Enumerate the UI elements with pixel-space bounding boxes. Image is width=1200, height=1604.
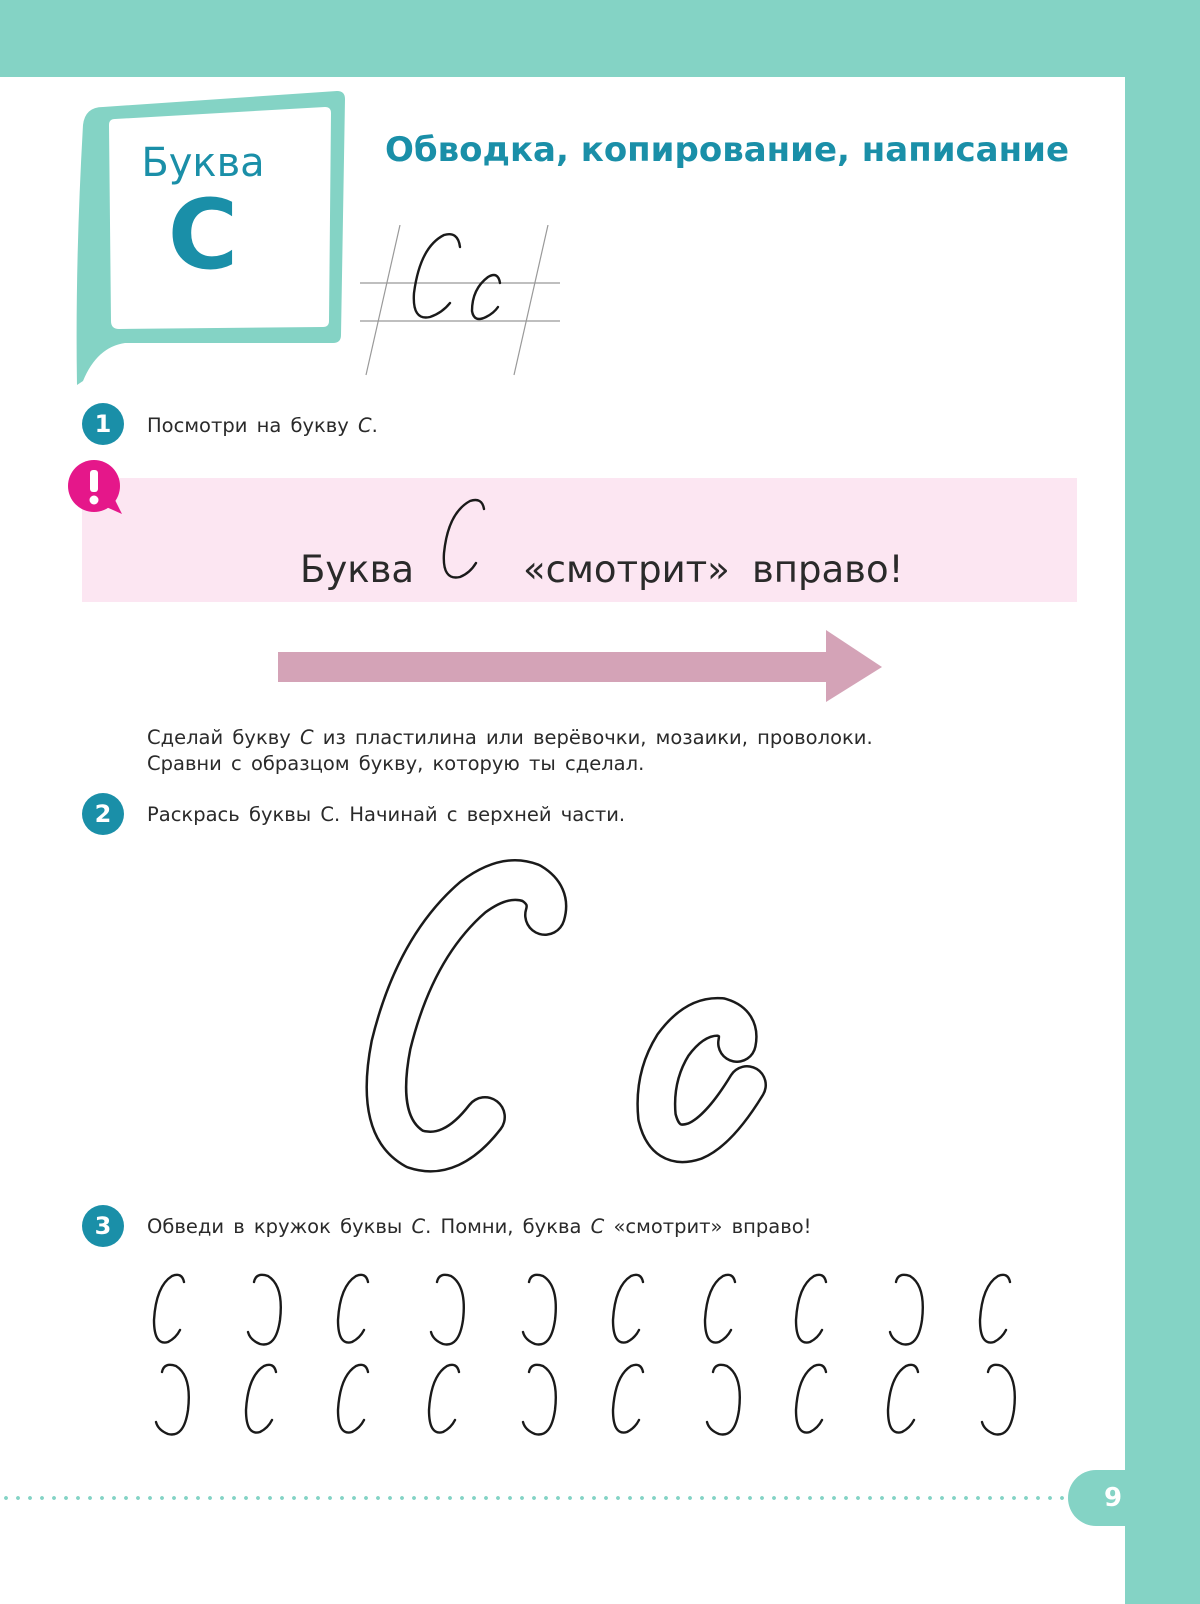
exercise-row-2 (150, 1360, 1020, 1440)
exercise-letter-c[interactable] (334, 1360, 378, 1440)
exercise-letter-c[interactable] (792, 1270, 836, 1350)
task-1-number: 1 (82, 403, 124, 445)
coloring-letters (355, 855, 815, 1185)
exercise-letter-c[interactable] (334, 1270, 378, 1350)
task-3-letter-2: С (590, 1215, 605, 1238)
right-arrow-icon (278, 630, 882, 702)
instruction-line-2: Сравни с образцом букву, которую ты сделал. (147, 752, 645, 775)
card-word: Буква (141, 140, 265, 186)
exercise-letter-e[interactable] (884, 1270, 928, 1350)
page-title: Обводка, копирование, написание (385, 130, 1070, 170)
task-2-number: 2 (82, 793, 124, 835)
exercise-letter-c[interactable] (242, 1360, 286, 1440)
exercise-letter-e[interactable] (242, 1270, 286, 1350)
exercise-letter-c[interactable] (792, 1360, 836, 1440)
task-3-number: 3 (82, 1205, 124, 1247)
exercise-row-1 (150, 1270, 1020, 1350)
exercise-letter-c[interactable] (609, 1360, 653, 1440)
notice-cursive-c (438, 495, 494, 585)
exercise-letter-e[interactable] (517, 1270, 561, 1350)
exercise-letter-e[interactable] (425, 1270, 469, 1350)
notice-word-mid: «смотрит» (523, 548, 730, 591)
instruction-letter: С (299, 726, 314, 749)
exercise-letter-c[interactable] (425, 1360, 469, 1440)
exercise-letter-e[interactable] (701, 1360, 745, 1440)
right-border (1125, 0, 1200, 1604)
exercise-letter-c[interactable] (976, 1270, 1020, 1350)
exercise-letter-e[interactable] (150, 1360, 194, 1440)
exercise-letter-e[interactable] (976, 1360, 1020, 1440)
handwriting-sample (360, 225, 560, 380)
exercise-letter-c[interactable] (609, 1270, 653, 1350)
task-1-text: Посмотри на букву С. (147, 414, 378, 437)
notice-word-right: вправо! (752, 548, 904, 591)
top-border (0, 0, 1200, 77)
exercise-letter-c[interactable] (884, 1360, 928, 1440)
instruction-line-1: Сделай букву С из пластилина или верёвочки, мозаики, проволоки. (147, 726, 873, 749)
footer-dotted-line (0, 1496, 1065, 1500)
exercise-letter-c[interactable] (701, 1270, 745, 1350)
task-1-letter: С (358, 414, 372, 437)
task-3-letter: С (411, 1215, 426, 1238)
exercise-letter-c[interactable] (150, 1270, 194, 1350)
task-3-text: Обведи в кружок буквы С. Помни, буква С «смотрит» вправо! (147, 1215, 812, 1238)
exclamation-icon (66, 458, 128, 520)
page-number: 9 (1103, 1483, 1123, 1513)
card-letter: С (167, 179, 239, 291)
task-2-text: Раскрась буквы С. Начинай с верхней части. (147, 803, 626, 826)
exercise-letter-e[interactable] (517, 1360, 561, 1440)
notice-word-left: Буква (300, 548, 415, 591)
